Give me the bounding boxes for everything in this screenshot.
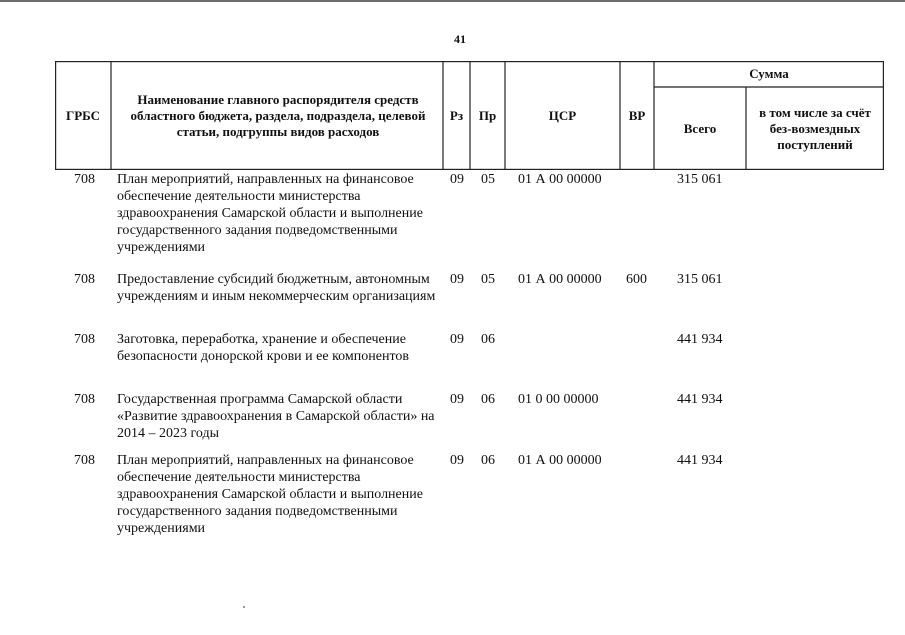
page-number: 41 [454,32,466,46]
cell-pr: 06 [481,392,495,407]
header-grbs: ГРБС [65,107,101,123]
cell-rz: 09 [450,172,464,187]
cell-name: Предоставление субсидий бюджетным, автономным учреждениям и иным некоммерческим организациям [117,272,436,304]
header-vr: ВР [628,107,646,123]
cell-rz: 09 [450,453,464,468]
cell-total: 441 934 [677,332,723,347]
cell-pr: 05 [481,272,495,287]
cell-name: План мероприятий, направленных на финансовое обеспечение деятельности министерства здравоохранения Самарской области и выполнение государственного задания подведомственными учреждениями [117,453,423,536]
cell-grbs: 708 [74,332,95,347]
table-header [55,61,884,170]
cell-rz: 09 [450,272,464,287]
scan-speck [243,606,245,608]
cell-grbs: 708 [74,172,95,187]
header-sum: Сумма [749,66,789,81]
cell-rz: 09 [450,332,464,347]
cell-total: 315 061 [677,172,723,187]
cell-pr: 06 [481,332,495,347]
cell-name: Государственная программа Самарской области «Развитие здравоохранения в Самарской области» на 2014 – 2023 годы [117,392,435,441]
scan-top-border [0,0,905,2]
cell-total: 441 934 [677,453,723,468]
cell-grbs: 708 [74,392,95,407]
cell-name: План мероприятий, направленных на финансовое обеспечение деятельности министерства здравоохранения Самарской области и выполнение государственного задания подведомственными учреждениями [117,172,423,255]
cell-grbs: 708 [74,453,95,468]
cell-pr: 06 [481,453,495,468]
cell-total: 315 061 [677,272,723,287]
header-rz: Рз [449,107,464,123]
header-name: Наименование главного распорядителя средств областного бюджета, раздела, подраздела, целевой статьи, подгруппы видов расходов [130,91,426,139]
header-total: Всего [683,120,717,136]
cell-name: Заготовка, переработка, хранение и обеспечение безопасности донорской крови и ее компонентов [117,332,410,364]
cell-csr: 01 А 00 00000 [518,453,602,468]
cell-csr: 01 0 00 00000 [518,392,599,407]
cell-csr: 01 А 00 00000 [518,272,602,287]
cell-rz: 09 [450,392,464,407]
cell-total: 441 934 [677,392,723,407]
header-pr: Пр [478,107,497,123]
cell-pr: 05 [481,172,495,187]
header-incl: в том числе за счёт без-возмездных поступлений [759,104,871,152]
header-csr: ЦСР [548,107,577,123]
cell-grbs: 708 [74,272,95,287]
cell-vr: 600 [626,272,647,287]
cell-csr: 01 А 00 00000 [518,172,602,187]
